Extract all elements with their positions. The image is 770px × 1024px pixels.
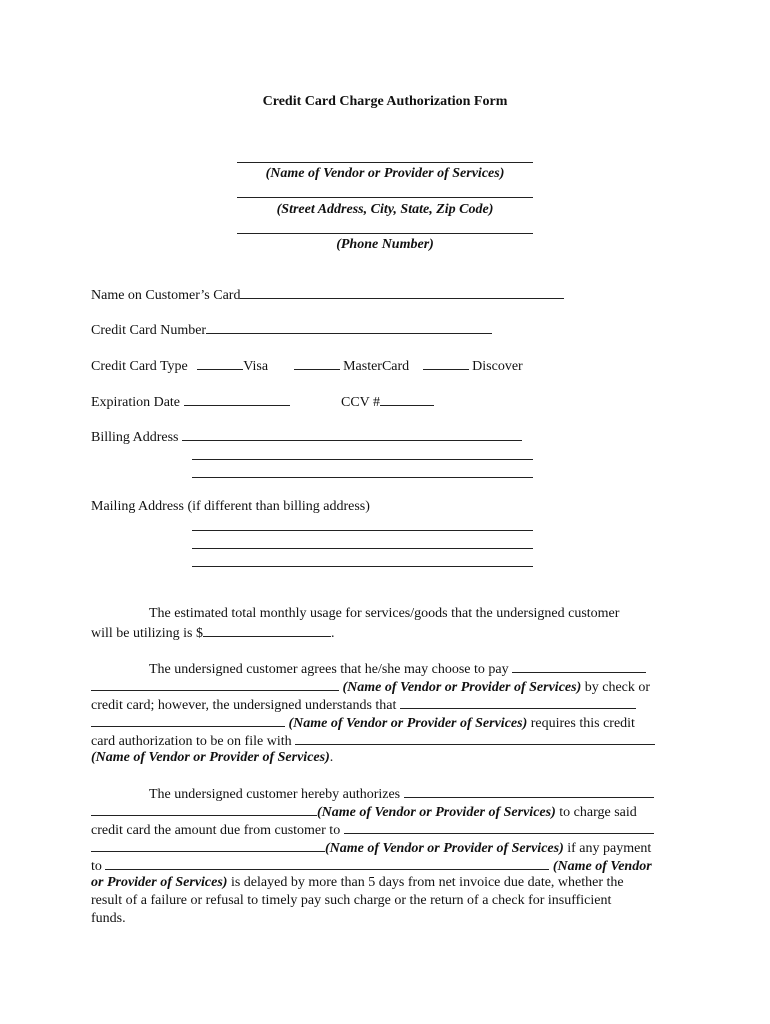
billing-address-label: Billing Address (91, 430, 179, 445)
payment-line-3 (91, 695, 681, 713)
payment-line-2 (91, 677, 681, 695)
card-number-field[interactable] (206, 320, 492, 334)
auth-line-1-text: The undersigned customer hereby authorizes (149, 787, 401, 802)
auth-line-1 (91, 784, 681, 802)
usage-amount-label: will be utilizing is $ (91, 626, 203, 641)
billing-address-line-2[interactable] (192, 459, 533, 460)
vendor-phone-line[interactable] (237, 233, 533, 234)
usage-paragraph (91, 605, 681, 641)
name-on-card-label: Name on Customer’s Card (91, 288, 241, 303)
billing-address-line-3[interactable] (192, 477, 533, 478)
auth-line-6 (91, 874, 681, 892)
vendor-address-line[interactable] (237, 197, 533, 198)
auth-line-3-text: credit card the amount due from customer to (91, 823, 341, 838)
card-number-row (91, 320, 492, 339)
mailing-address-line-1[interactable] (192, 530, 533, 531)
auth-field-1[interactable] (404, 784, 654, 798)
payment-field-3[interactable] (400, 695, 636, 709)
expiration-field[interactable] (184, 392, 290, 406)
auth-line-3 (91, 820, 681, 838)
name-on-card-row (91, 285, 564, 304)
usage-line-1: The estimated total monthly usage for services/goods that the undersigned customer (149, 606, 620, 621)
usage-period: . (331, 626, 335, 641)
usage-line-2 (91, 623, 681, 641)
auth-field-5[interactable] (105, 856, 549, 870)
payment-line-5 (91, 731, 681, 749)
billing-address-line-1[interactable] (182, 427, 522, 441)
auth-line-7: result of a failure or refusal to timely pay such charge or the return of a check for insufficient (91, 893, 612, 908)
vendor-ref-6b: or Provider of Services) (91, 875, 228, 890)
visa-label: Visa (243, 359, 269, 374)
ccv-row (341, 392, 434, 411)
payment-field-4[interactable] (91, 713, 285, 727)
expiration-row (91, 392, 290, 411)
vendor-ref-3: (Name of Vendor or Provider of Services) (91, 750, 330, 765)
ccv-field[interactable] (380, 392, 434, 406)
payment-line-1-text: The undersigned customer agrees that he/she may choose to pay (149, 662, 509, 677)
visa-field[interactable] (197, 356, 243, 370)
usage-amount-field[interactable] (203, 623, 331, 637)
auth-field-3[interactable] (344, 820, 654, 834)
authorization-paragraph (91, 784, 681, 928)
vendor-name-caption: (Name of Vendor or Provider of Services) (265, 166, 505, 181)
payment-line-5-text: card authorization to be on file with (91, 734, 292, 749)
vendor-ref-4: (Name of Vendor or Provider of Services) (317, 805, 556, 820)
vendor-ref-5: (Name of Vendor or Provider of Services) (325, 841, 564, 856)
auth-line-6-tail: is delayed by more than 5 days from net invoice due date, whether the (230, 875, 624, 890)
mailing-address-line-2[interactable] (192, 548, 533, 549)
card-type-label: Credit Card Type (91, 359, 188, 374)
payment-paragraph (91, 659, 681, 767)
name-on-card-field[interactable] (240, 285, 564, 299)
card-type-row (91, 356, 523, 375)
payment-line-2-tail: by check or (584, 680, 651, 695)
payment-field-2[interactable] (91, 677, 339, 691)
auth-line-4-tail: if any payment (567, 841, 652, 856)
card-number-label: Credit Card Number (91, 323, 207, 338)
payment-field-5[interactable] (295, 731, 655, 745)
auth-line-5 (91, 856, 681, 874)
vendor-phone-caption: (Phone Number) (336, 237, 434, 252)
mailing-address-line-3[interactable] (192, 566, 533, 567)
vendor-ref-6a: (Name of Vendor (552, 859, 652, 874)
mastercard-label: MasterCard (343, 359, 410, 374)
payment-line-1 (91, 659, 681, 677)
auth-line-2 (91, 802, 681, 820)
payment-line-6 (91, 749, 681, 767)
page-title: Credit Card Charge Authorization Form (262, 94, 508, 109)
vendor-name-line[interactable] (237, 162, 533, 163)
payment-line-4 (91, 713, 681, 731)
billing-address-row (91, 427, 522, 446)
ccv-label: CCV # (341, 395, 381, 410)
vendor-ref-2: (Name of Vendor or Provider of Services) (288, 716, 528, 731)
discover-field[interactable] (423, 356, 469, 370)
auth-line-4 (91, 838, 681, 856)
discover-label: Discover (472, 359, 523, 374)
payment-line-4-tail: requires this credit (530, 716, 635, 731)
vendor-ref-1: (Name of Vendor or Provider of Services) (342, 680, 582, 695)
payment-line-3-text: credit card; however, the undersigned understands that (91, 698, 397, 713)
vendor-address-caption: (Street Address, City, State, Zip Code) (276, 202, 494, 217)
auth-field-4[interactable] (91, 838, 325, 852)
payment-line-6-end: . (329, 750, 334, 765)
auth-line-8: funds. (91, 911, 126, 926)
auth-field-2[interactable] (91, 802, 317, 816)
auth-line-2-tail: to charge said (559, 805, 637, 820)
mastercard-field[interactable] (294, 356, 340, 370)
payment-field-1[interactable] (512, 659, 646, 673)
expiration-label: Expiration Date (91, 395, 181, 410)
mailing-address-label: Mailing Address (if different than billing address) (91, 499, 370, 514)
auth-line-5-head: to (91, 859, 102, 874)
